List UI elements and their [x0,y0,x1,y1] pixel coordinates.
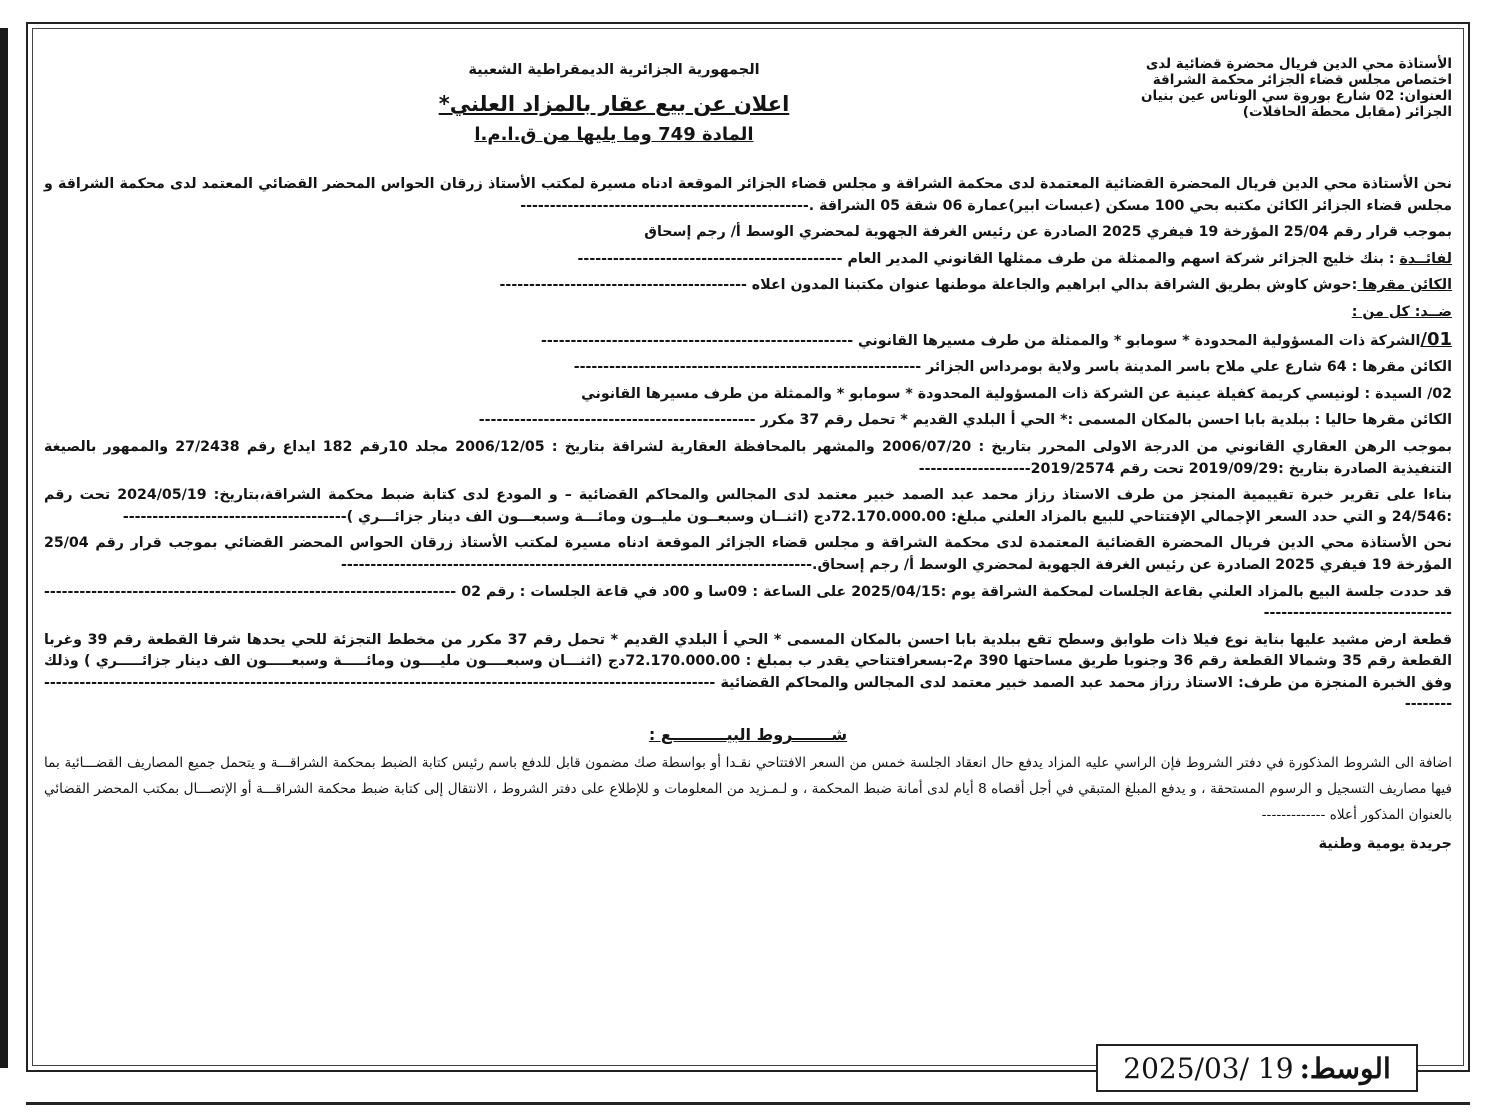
hq-line [44,275,1452,297]
office-line: الجزائر (مقابل محطة الحافلات) [1242,104,1452,120]
bailiff-office-block [1022,56,1452,120]
intro-paragraph: نحن الأستاذة محي الدين فريال المحضرة القضائية المعتمدة لدى محكمة الشراقة و مجلس قضاء الجزائر الموقعة ادناه مسيرة لمكتب الأستاذ زرقان الحواس المحضر القضائي المعتمد لدى محكمة الشراقة و مجلس قضاء الجزائر الكائن مكتبه بحي 100 مسكن (عبسات ابير)عمارة 06 شقة 05 الشراقة .------------------------------------------------- [44,176,1452,214]
hq-text: :حوش كاوش بطريق الشراقة بدالي ابراهيم والجاعلة موطنها عنوان مكتبنا المدون اعلاه ------------------------------------------ [499,277,1358,294]
page-edge-bar [0,28,8,1068]
office-line: الأستاذة محي الدين فريال محضرة قضائية لدى [1145,56,1452,72]
bottom-rule [26,1102,1470,1105]
conditions-paragraph: اضافة الى الشروط المذكورة في دفتر الشروط فإن الراسي عليه المزاد يدفع حال انعقاد الجلسة خمس من السعر الافتتاحي نقـدا أو بواسطة صك مضمون قابل للدفع باسم رئيس كتابة الضبط بمحكمة الشراقـــة و يتحمل جميع المصاريف القضـــائية بما فيها مصاريف التسجيل و الرسوم المستحقة ، و يدفع المبلغ المتبقي في أجل أقصاه 8 أيام لدى أمانة ضبط المحكمة ، و لـمـزيد من المعلومات و للإطلاع على دفتر الشروط ، الانتقال إلى كتابة ضبط محكمة الشراقـــة أو الإتصـــال بمكتب المحضر القضائي بالعنوان المذكور أعلاه ------------- [44,754,1452,823]
defendant-1-address: الكائن مقرها : 64 شارع علي ملاح باسر المدينة باسر ولاية بومرداس الجزائر ----------------------------------------------------------- [573,359,1452,376]
date-value: 2025/03/ 19 [1123,1051,1294,1085]
office-line: اختصاص مجلس قضاء الجزائر محكمة الشراقة [1152,72,1452,88]
session-paragraph: قد حددت جلسة البيع بالمزاد العلني بقاعة الجلسات لمحكمة الشراقة يوم :2025/04/15 على الساعة : 09سا و 00د في قاعة الجلسات : رقم 02 ------------------------------------------------------------------------------------------------------ [44,583,1452,622]
defendant-1-number: 01/ [1420,328,1452,350]
defendant-2-address: الكائن مقرها حاليا : ببلدية بابا احسن بالمكان المسمى :* الحي أ البلدي القديم * تحمل رقم 37 مكرر ----------------------------------------------- [478,412,1452,429]
mortgage-paragraph: بموجب الرهن العقاري القانوني من الدرجة الاولى المحرر بتاريخ : 2006/07/20 والمشهر بالمحافظة العقارية لشراقة بتاريخ : 2006/12/05 مجلد 10رقم 182 ايداع رقم 27/2438 والممهور بالصيغة التنفيذية الصادرة بتاريخ :2019/09/29 تحت رقم 2019/2574------------------- [44,438,1452,477]
decision-line: بموجب قرار رقم 25/04 المؤرخة 19 فيفري 2025 الصادرة عن رئيس الغرفة الجهوية لمحضري الوسط أ/ رجم إسحاق [644,224,1452,241]
office-line: العنوان: 02 شارع بوروة سي الوناس عين بنيان [1141,88,1452,104]
announcement-body [44,174,1452,855]
title-block [344,56,884,145]
republic-heading: الجمهورية الجزائرية الديمقراطية الشعبية [468,62,760,78]
beneficiary-label: لفائــدة [1399,250,1452,267]
hq-label: الكائن مقرها [1357,277,1452,294]
article-reference: المادة 749 وما يليها من ق.ا.م.ا [474,124,754,145]
defendant-2: 02/ السيدة : لونيسي كريمة كفيلة عينية عن الشركة ذات المسؤولية المحدودة * سومابو * والممثلة من طرف مسيرها القانوني [581,385,1452,402]
repeat-paragraph: نحن الأستاذة محي الدين فريال المحضرة القضائية المعتمدة لدى محكمة الشراقة و مجلس قضاء الجزائر الموقعة ادناه مسيرة لمكتب الأستاذ زرقان الحواس المحضر القضائي بموجب قرار رقم 25/04 المؤرخة 19 فيفري 2025 الصادرة عن رئيس الغرفة الجهوية لمحضري الوسط أ/ رجم إسحاق.-------------------------------------------------------------------------------- [44,535,1452,573]
publication-date-box [1096,1044,1418,1092]
announcement [44,52,1452,1042]
date-label: الوسط: [1299,1051,1391,1085]
conditions-title: شـــــــروط البيــــــــــع : [648,725,848,745]
property-paragraph: قطعة ارض مشيد عليها بناية نوع فيلا ذات طوابق وسطح تقع ببلدية بابا احسن بالمكان المسمى * الحي أ البلدي القديم * تحمل رقم 37 مكرر من مخطط التجزئة للحي يحدها شرقا القطعة رقم 39 وغربا القطعة رقم 35 وشمالا القطعة رقم 36 وجنوبا طريق مساحتها 390 م2-بسعرافتتاحي يقدر ب بمبلغ : 72.170.000.00دج (اثنـــان وسبعــــون مليــــون ومائـــــة وسبعـــــون الف دينار جزائـــــري ) وذلك وفق الخبرة المنجزة من طرف: الاستاذ رزاز محمد عبد الصمد خبير معتمد لدى المجالس والمحاكم القضائية -------------------------------------------------------------------------------------------------------------------------- [44,631,1452,713]
defendant-1-text: الشركة ذات المسؤولية المحدودة * سومابو * والممثلة من طرف مسيرها القانوني ----------------------------------------------------- [541,332,1421,349]
expert-paragraph: بناءا على تقرير خبرة تقييمية المنجز من طرف الاستاذ رزاز محمد عبد الصمد خبير معتمد لدى المجالس والمحاكم القضائية – و المودع لدى كتابة ضبط محكمة الشراقة،بتاريخ: 2024/05/19 تحت رقم :24/546 و التي حدد السعر الإجمالي الإفتتاحي للبيع بالمزاد العلني مبلغ: 72.170.000.00دج (اثنــان وسبعــون مليــون ومائـــة وسبعـــون الف دينار جزائـــري )-------------------------------------- [44,487,1452,525]
announcement-title: اعلان عن بيع عقار بالمزاد العلني* [438,92,790,116]
newspaper-source: جريدة يومية وطنية [1318,835,1452,852]
beneficiary-line [44,249,1452,271]
defendant-1 [44,329,1452,353]
beneficiary-text: : بنك خليج الجزائر شركة اسهم والممثلة من طرف ممثلها القانوني المدير العام --------------------------------------------- [577,250,1400,267]
against-label: ضــد: كل من : [1351,303,1452,320]
